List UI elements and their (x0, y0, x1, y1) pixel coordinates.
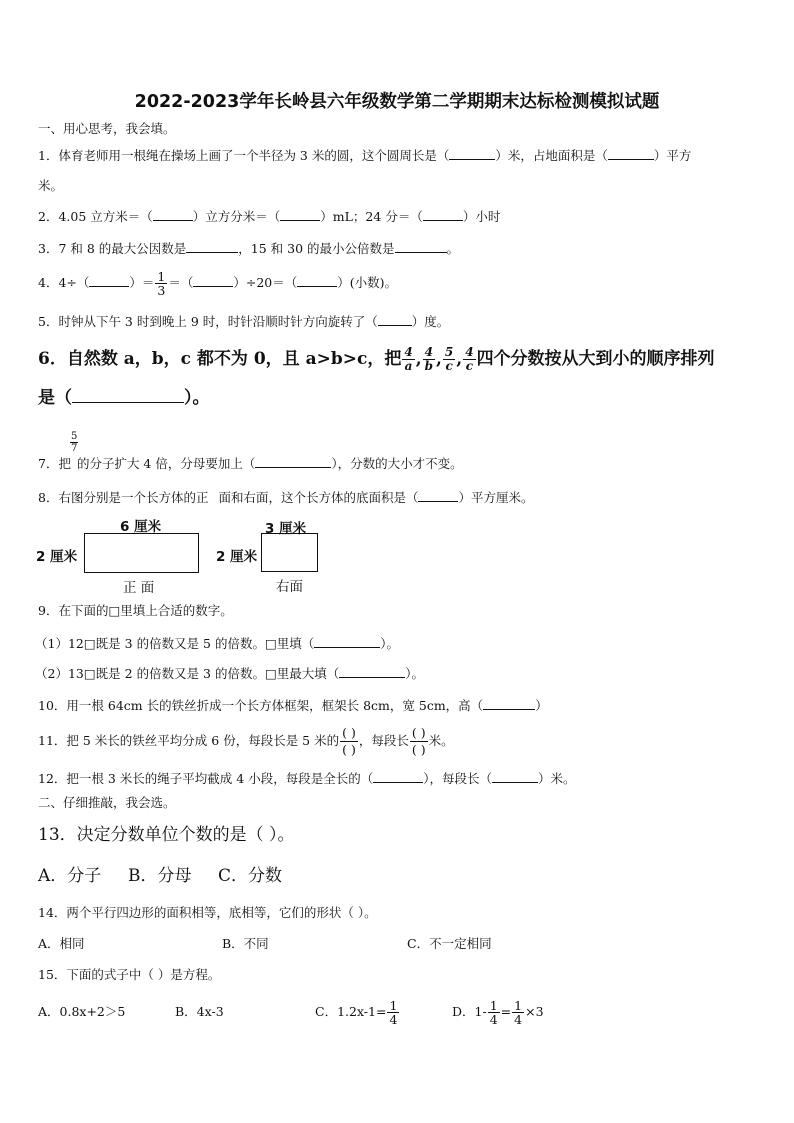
q3-text-a: 3．7 和 8 的最大公因数是 (38, 241, 187, 256)
front-face-caption: 正 面 (123, 580, 155, 596)
q15-d-text-b: = (500, 1004, 512, 1019)
q7-text-c: ），分数的大小才不变。 (331, 456, 463, 471)
q2-text-b: ）立方分米＝（ (192, 209, 281, 224)
question-9-part-1 (35, 635, 399, 652)
q5-text-a: 5．时钟从下午 3 时到晚上 9 时，时针沿顺时针方向旋转了（ (38, 314, 378, 329)
q5-text-b: ）度。 (411, 314, 450, 329)
answer-blank[interactable] (72, 388, 184, 403)
fraction-denominator: a (404, 359, 413, 373)
question-3 (38, 240, 459, 257)
right-height-label: 2 厘米 (216, 549, 258, 565)
right-width-label: 3 厘米 (265, 521, 307, 537)
fraction-denominator: c (465, 359, 474, 373)
fraction-one-quarter (488, 999, 500, 1026)
separator-comma: , (415, 349, 422, 369)
fraction-denominator: b (424, 359, 433, 373)
question-10 (38, 697, 548, 714)
q1-text-c: ）平方 (653, 148, 692, 163)
q11-text-b: ，每段长 (358, 733, 409, 748)
fraction-numerator: 5 (444, 345, 454, 359)
answer-blank[interactable] (483, 697, 535, 710)
answer-blank[interactable] (153, 208, 193, 221)
fraction-numerator: 1 (389, 998, 398, 1013)
q15-option-b[interactable]: B．4x-3 (175, 1004, 224, 1019)
question-9: 9．在下面的□里填上合适的数字。 (38, 603, 233, 618)
q7-text-a: 7．把 (38, 456, 71, 471)
right-face-rectangle (261, 533, 318, 572)
q11-text-a: 11．把 5 米长的铁丝平均分成 6 份，每段长是 5 米的 (38, 733, 340, 748)
q4-text-a: 4．4÷（ (38, 275, 90, 290)
q15-c-text: C．1.2x-1= (315, 1004, 387, 1019)
q9-1-text-a: （1）12□既是 3 的倍数又是 5 的倍数。□里填（ (35, 636, 315, 651)
fraction-numerator-blank[interactable]: ( ) (411, 725, 426, 740)
question-15: 15．下面的式子中（ ）是方程。 (38, 967, 221, 982)
fraction-numerator: 1 (157, 269, 166, 284)
fraction-numerator: 4 (424, 345, 433, 359)
answer-fraction-blank[interactable] (410, 725, 428, 758)
fraction-denominator: c (445, 359, 453, 373)
q15-option-a[interactable]: A．0.8x+2＞5 (38, 1004, 126, 1019)
answer-blank[interactable] (449, 147, 495, 160)
question-6 (38, 342, 715, 376)
q15-d-text-a: D．1- (452, 1004, 487, 1019)
answer-fraction-blank[interactable] (340, 725, 358, 758)
q10-text-b: ） (535, 698, 548, 713)
answer-blank[interactable] (492, 770, 538, 783)
q8-text-b: 面和右面，这个长方体的底面积是（ (218, 490, 419, 505)
q11-text-c: 米。 (428, 733, 454, 748)
fraction-denominator-blank[interactable]: ( ) (411, 742, 426, 757)
q4-text-e: ）(小数)。 (337, 275, 398, 290)
fraction-five-sevenths (70, 431, 78, 454)
page-title: 2022-2023学年长岭县六年级数学第二学期期末达标检测模拟试题 (134, 92, 660, 112)
answer-blank[interactable] (314, 635, 380, 648)
q9-2-text-b: ）。 (405, 666, 425, 681)
q14-option-b[interactable]: B．不同 (222, 936, 269, 951)
fraction-denominator: 4 (514, 1012, 523, 1027)
q6-fraction (402, 346, 414, 373)
section-heading-1: 一、用心思考，我会填。 (38, 121, 176, 136)
q14-option-a[interactable]: A．相同 (38, 936, 85, 951)
q6-text-a: 6．自然数 a，b，c 都不为 0，且 a>b>c，把 (38, 349, 402, 369)
q3-text-c: 。 (446, 241, 460, 256)
q6-text-b: 四个分数按从大到小的顺序排列 (476, 349, 715, 369)
front-height-label: 2 厘米 (36, 549, 78, 565)
q15-option-d[interactable] (452, 994, 544, 1030)
right-face-caption: 右面 (276, 579, 303, 595)
question-1 (38, 147, 691, 164)
answer-blank[interactable] (255, 455, 331, 468)
q12-text-a: 12．把一根 3 米长的绳子平均截成 4 小段，每段是全长的（ (38, 771, 374, 786)
answer-blank[interactable] (89, 274, 129, 287)
q6-fraction (463, 346, 475, 373)
answer-blank[interactable] (339, 665, 405, 678)
fraction-denominator: 7 (71, 443, 78, 454)
question-2 (38, 208, 500, 225)
fraction-one-quarter (512, 999, 524, 1026)
answer-blank[interactable] (423, 208, 463, 221)
q6-text-d: ）。 (184, 388, 210, 408)
q15-d-text-c: ×3 (525, 1004, 544, 1019)
answer-blank[interactable] (395, 240, 447, 253)
fraction-denominator: 4 (489, 1012, 498, 1027)
q12-text-b: ），每段长（ (423, 771, 492, 786)
q8-text-a: 8．右图分别是一个长方体的正 (38, 490, 209, 505)
separator-comma: , (456, 349, 463, 369)
q2-text-a: 2．4.05 立方米＝（ (38, 209, 153, 224)
answer-blank[interactable] (193, 274, 233, 287)
fraction-numerator: 4 (465, 345, 474, 359)
q9-1-text-b: ）。 (380, 636, 400, 651)
fraction-one-third (155, 270, 167, 297)
q13-option-c[interactable]: C．分数 (218, 866, 283, 886)
question-6-cont (38, 387, 210, 409)
question-7 (38, 455, 463, 472)
fraction-one-quarter (387, 999, 399, 1026)
answer-blank[interactable] (280, 208, 320, 221)
fraction-denominator: 4 (389, 1012, 398, 1027)
q4-text-b: ）＝ (129, 275, 155, 290)
q2-text-c: ）mL；24 分＝（ (320, 209, 423, 224)
fraction-numerator-blank[interactable]: ( ) (342, 725, 356, 740)
answer-blank[interactable] (418, 489, 458, 502)
question-8 (38, 489, 534, 506)
q6-fraction (443, 346, 455, 373)
q7-text-b: 的分子扩大 4 倍，分母要加上（ (76, 456, 256, 471)
fraction-numerator: 4 (404, 345, 413, 359)
q14-option-c[interactable]: C．不一定相同 (407, 936, 492, 951)
q6-fraction-list (401, 345, 476, 373)
front-length-label: 6 厘米 (120, 519, 162, 535)
q10-text-a: 10．用一根 64cm 长的铁丝折成一个长方体框架，框架长 8cm，宽 5cm，高（ (38, 698, 484, 713)
question-14: 14．两个平行四边形的面积相等，底相等，它们的形状（ ）。 (38, 905, 377, 920)
answer-blank[interactable] (186, 240, 238, 253)
question-12 (38, 770, 576, 787)
q2-text-d: ）小时 (462, 209, 501, 224)
q8-text-c: ）平方厘米。 (458, 490, 534, 505)
question-9-part-2 (35, 665, 424, 682)
answer-blank[interactable] (608, 147, 654, 160)
q4-text-d: ）÷20＝（ (233, 275, 298, 290)
q9-2-text-a: （2）13□既是 2 的倍数又是 3 的倍数。□里最大填（ (35, 666, 340, 681)
q13-option-a[interactable]: A．分子 (38, 866, 102, 886)
question-4 (38, 270, 397, 297)
fraction-denominator-blank[interactable]: ( ) (342, 742, 356, 757)
q12-text-c: ）米。 (537, 771, 576, 786)
q4-text-c: ＝（ (168, 275, 194, 290)
fraction-numerator: 5 (71, 431, 78, 442)
q6-fraction (423, 346, 435, 373)
q15-option-c[interactable] (315, 994, 400, 1030)
question-5 (38, 313, 449, 330)
fraction-numerator: 1 (489, 998, 498, 1013)
question-11 (38, 721, 454, 761)
question-1-cont: 米。 (38, 178, 64, 193)
fraction-denominator: 3 (157, 283, 166, 298)
fraction-numerator: 1 (514, 998, 523, 1013)
q1-text-a: 1．体育老师用一根绳在操场上画了一个半径为 3 米的圆，这个圆周长是（ (38, 148, 450, 163)
answer-blank[interactable] (297, 274, 337, 287)
answer-blank[interactable] (373, 770, 423, 783)
front-face-rectangle (84, 533, 199, 573)
question-13: 13．决定分数单位个数的是（ ）。 (38, 825, 295, 845)
answer-blank[interactable] (378, 313, 412, 326)
q6-text-c: 是（ (38, 388, 72, 408)
q3-text-b: ，15 和 30 的最小公倍数是 (238, 241, 395, 256)
section-heading-2: 二、仔细推敲，我会选。 (38, 795, 176, 810)
separator-comma: , (436, 349, 442, 369)
q13-option-b[interactable]: B．分母 (128, 866, 192, 886)
q1-text-b: ）米，占地面积是（ (495, 148, 608, 163)
